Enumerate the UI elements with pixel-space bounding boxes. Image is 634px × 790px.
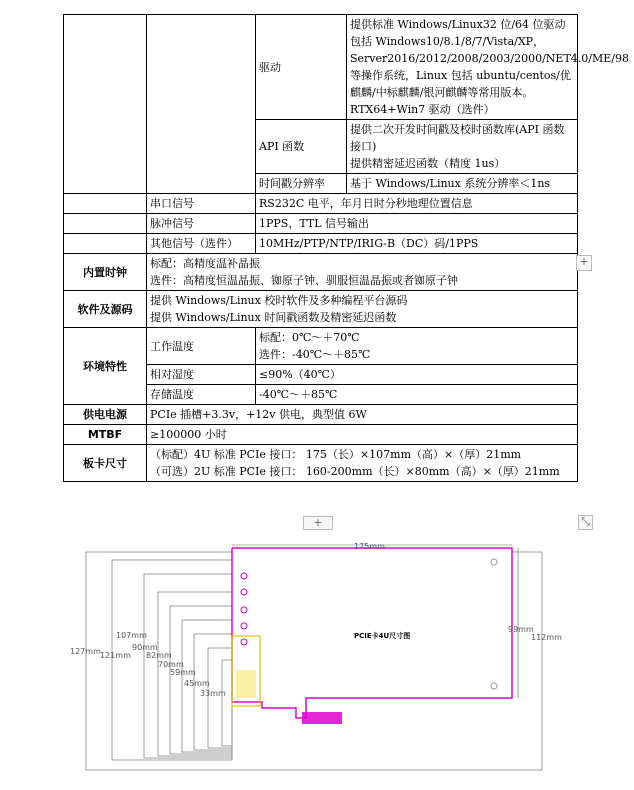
api-line: 提供二次开发时间戳及校时函数库(API 函数接口) xyxy=(350,123,565,153)
empty-cell xyxy=(147,15,256,194)
add-column-button[interactable]: + xyxy=(576,255,592,271)
frame-45 xyxy=(208,648,232,748)
height-label: 90mm xyxy=(132,643,158,652)
timestamp-value: 基于 Windows/Linux 系统分辨率＜1ns xyxy=(347,174,578,194)
driver-line: 提供标准 Windows/Linux32 位/64 位驱动 xyxy=(350,18,566,31)
spec-table xyxy=(63,14,629,482)
software-line: 提供 Windows/Linux 校时软件及多种编程平台源码 xyxy=(150,294,408,307)
pcie-edge-connector xyxy=(302,712,342,724)
h99-label: 99mm xyxy=(508,625,534,634)
clock-line: 选件：高精度恒温晶振、铷原子钟、驯服恒温晶振或者铷原子钟 xyxy=(150,274,458,287)
clock-line: 标配：高精度温补晶振 xyxy=(150,257,260,270)
resize-handle-icon[interactable]: ⤡ xyxy=(578,515,593,530)
frame-33 xyxy=(222,660,232,746)
empty-cell xyxy=(64,194,147,214)
api-value xyxy=(347,120,578,174)
api-label: API 函数 xyxy=(256,120,347,174)
software-value xyxy=(147,291,578,328)
humidity-value: ≤90%（40℃） xyxy=(256,365,578,385)
serial-value: RS232C 电平，年月日时分秒地理位置信息 xyxy=(256,194,578,214)
h112-label: 112mm xyxy=(531,633,562,642)
serial-label: 串口信号 xyxy=(147,194,256,214)
height-label: 59mm xyxy=(170,668,196,677)
empty-cell xyxy=(64,15,147,194)
mtbf-value: ≥100000 小时 xyxy=(147,425,578,445)
board-label: 板卡尺寸 xyxy=(64,445,147,482)
storage-temp-label: 存储温度 xyxy=(147,385,256,405)
software-line: 提供 Windows/Linux 时间戳函数及精密延迟函数 xyxy=(150,311,397,324)
height-label: 33mm xyxy=(200,689,226,698)
height-label: 107mm xyxy=(116,631,147,640)
other-value: 10MHz/PTP/NTP/IRIG-B（DC）码/1PPS xyxy=(256,234,578,254)
board-value xyxy=(147,445,578,482)
pulse-label: 脉冲信号 xyxy=(147,214,256,234)
pulse-value: 1PPS，TTL 信号输出 xyxy=(256,214,578,234)
power-value: PCIe 插槽+3.3v，+12v 供电，典型值 6W xyxy=(147,405,578,425)
pcie-dimension-diagram xyxy=(66,540,566,780)
storage-temp-value: -40℃～＋85℃ xyxy=(256,385,578,405)
humidity-label: 相对湿度 xyxy=(147,365,256,385)
board-line: （可选）2U 标准 PCIe 接口： 160-200mm（长）×80mm（高）×（厚）21mm xyxy=(150,465,560,478)
height-label: 70mm xyxy=(158,660,184,669)
height-label: 121mm xyxy=(100,651,131,660)
software-label: 软件及源码 xyxy=(64,291,147,328)
add-row-button[interactable]: + xyxy=(303,516,333,530)
mtbf-label: MTBF xyxy=(64,425,147,445)
work-temp-label: 工作温度 xyxy=(147,328,256,365)
work-temp-line: 标配：0℃～＋70℃ xyxy=(259,331,360,344)
empty-cell xyxy=(64,214,147,234)
driver-line: RTX64+Win7 驱动（选件） xyxy=(350,103,495,116)
timestamp-label: 时间戳分辨率 xyxy=(256,174,347,194)
clock-label: 内置时钟 xyxy=(64,254,147,291)
driver-label: 驱动 xyxy=(256,15,347,120)
work-temp-value xyxy=(256,328,578,365)
env-label: 环境特性 xyxy=(64,328,147,405)
height-label: 127mm xyxy=(70,647,101,656)
clock-value xyxy=(147,254,578,291)
empty-cell xyxy=(64,234,147,254)
diagram-title: PCIE卡4U尺寸图 xyxy=(354,632,411,640)
length-label: 175mm xyxy=(354,542,385,551)
power-label: 供电电源 xyxy=(64,405,147,425)
api-line: 提供精密延迟函数（精度 1us） xyxy=(350,157,506,170)
driver-value xyxy=(347,15,629,120)
height-label: 82mm xyxy=(146,651,172,660)
height-label: 45mm xyxy=(184,679,210,688)
driver-line: 包括 Windows10/8.1/8/7/Vista/XP，Server2016/2012/2008/2003/2000/NET4.0/ME/98 等操作系统，Linux 包括 ubuntu/centos/优麒麟/中标麒麟/银河麒麟等常用版本。 xyxy=(350,35,629,99)
other-label: 其他信号（选件） xyxy=(147,234,256,254)
connector-block xyxy=(236,670,256,698)
board-line: （标配）4U 标准 PCIe 接口： 175（长）×107mm（高）×（厚）21mm xyxy=(150,448,522,461)
work-temp-line: 选件：-40℃～＋85℃ xyxy=(259,348,371,361)
